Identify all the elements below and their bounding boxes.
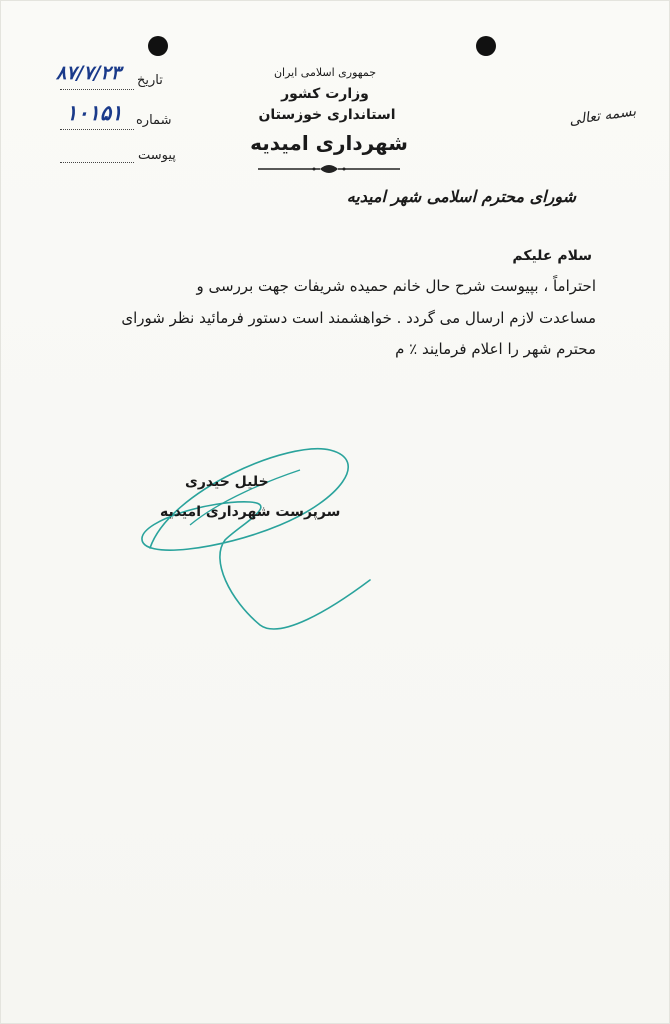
number-value: ۱۰۱۵۱ [66, 100, 123, 125]
body-line-2: مساعدت لازم ارسال می گردد . خواهشمند است دستور فرمائید نظر شورای [121, 309, 596, 327]
municipality-title: شهرداری امیدیه [250, 131, 408, 155]
governorate-title: استانداری خوزستان [258, 107, 396, 123]
number-dots [60, 129, 134, 130]
signatory-title: سرپرست شهرداری امیدیه [160, 504, 341, 520]
body-line-3: محترم شهر را اعلام فرمایند ٪ م [395, 340, 596, 358]
attachment-label: پیوست [138, 148, 176, 163]
number-label: شماره [136, 113, 172, 128]
date-dots [60, 89, 134, 90]
republic-title: جمهوری اسلامی ایران [273, 66, 377, 79]
punch-hole-right [476, 36, 496, 56]
attachment-dots [60, 162, 134, 163]
punch-hole-left [148, 36, 168, 56]
recipient: شورای محترم اسلامی شهر امیدیه [346, 187, 576, 206]
letterhead-ornament [254, 161, 404, 177]
date-value: ۸۷/۷/۲۳ [56, 62, 121, 84]
greeting: سلام علیکم [512, 248, 592, 264]
ministry-title: وزارت کشور [281, 86, 369, 102]
signatory-name: خلیل حیدری [185, 474, 269, 490]
body-line-1: احتراماً ، بپیوست شرح حال خانم حمیده شریفات جهت بررسی و [196, 277, 596, 295]
bismillah: بسمه تعالی [567, 103, 637, 129]
handwritten-signature [130, 430, 390, 640]
date-label: تاریخ [137, 73, 163, 88]
